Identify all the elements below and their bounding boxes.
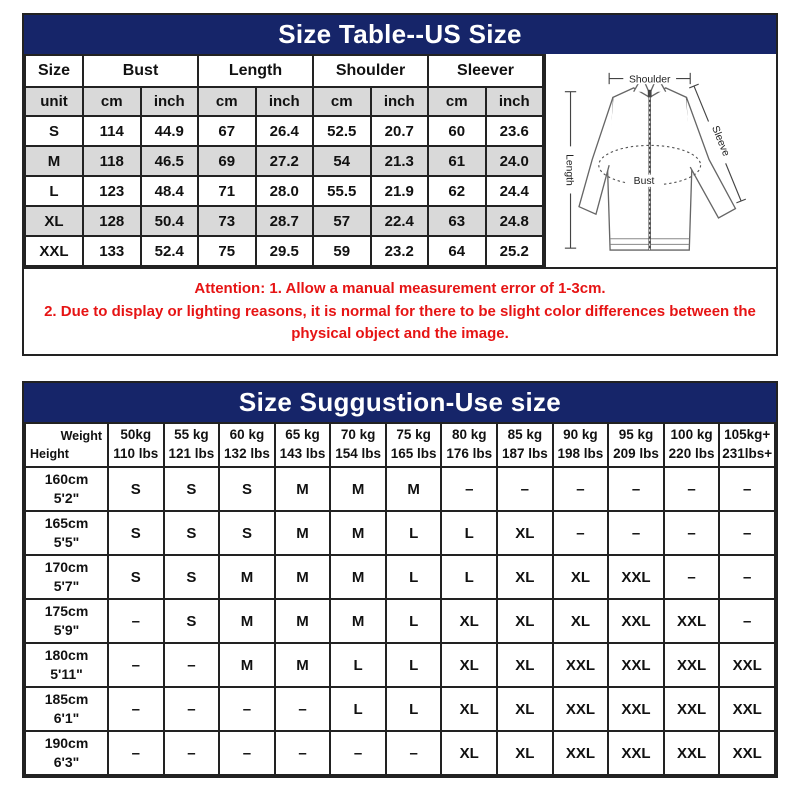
size-recommendation-cell: – (219, 687, 275, 731)
weight-lbs: 231lbs+ (722, 446, 773, 461)
unit-label: inch (486, 87, 544, 116)
size-recommendation-cell: XL (497, 731, 553, 775)
measurement-value: 133 (83, 236, 141, 266)
size-table-header-row (25, 55, 543, 87)
weight-column-header (553, 423, 609, 467)
height-cm: 185cm (44, 691, 89, 708)
size-recommendation-cell: XL (497, 555, 553, 599)
height-ft: 5'9" (53, 622, 80, 638)
size-recommendation-cell: – (164, 643, 220, 687)
size-recommendation-cell: XXL (608, 643, 664, 687)
suggestion-row (25, 555, 775, 599)
size-recommendation-cell: M (330, 511, 386, 555)
size-recommendation-cell: XXL (719, 687, 775, 731)
measurement-value: 69 (198, 146, 256, 176)
measurement-value: 60 (428, 116, 486, 146)
weight-kg: 75 kg (396, 427, 431, 443)
weight-lbs: 132 lbs (224, 446, 270, 461)
size-recommendation-cell: L (386, 555, 442, 599)
weight-column-header (608, 423, 664, 467)
size-recommendation-cell: S (164, 511, 220, 555)
height-label (25, 555, 108, 599)
size-recommendation-cell: M (386, 467, 442, 511)
measurement-value: 59 (313, 236, 371, 266)
size-recommendation-cell: L (386, 687, 442, 731)
size-recommendation-cell: XXL (719, 731, 775, 775)
weight-header-row (25, 423, 775, 467)
measurement-value: 22.4 (371, 206, 429, 236)
weight-lbs: 110 lbs (113, 446, 159, 461)
measurement-value: 21.9 (371, 176, 429, 206)
size-recommendation-cell: – (275, 731, 331, 775)
size-recommendation-cell: XXL (664, 643, 720, 687)
size-label: M (25, 146, 83, 176)
size-recommendation-cell: XXL (553, 687, 609, 731)
measurement-value: 73 (198, 206, 256, 236)
size-recommendation-cell: XXL (608, 687, 664, 731)
size-recommendation-cell: – (108, 687, 164, 731)
size-recommendation-cell: L (386, 511, 442, 555)
size-recommendation-cell: S (219, 467, 275, 511)
size-label: S (25, 116, 83, 146)
size-recommendation-cell: XL (441, 731, 497, 775)
weight-lbs: 154 lbs (335, 446, 381, 461)
size-recommendation-cell: XXL (664, 687, 720, 731)
size-recommendation-cell: – (108, 643, 164, 687)
size-recommendation-cell: – (608, 511, 664, 555)
measurement-value: 52.5 (313, 116, 371, 146)
size-recommendation-cell: – (719, 467, 775, 511)
size-recommendation-cell: – (386, 731, 442, 775)
measurement-value: 23.6 (486, 116, 544, 146)
measurement-value: 25.2 (486, 236, 544, 266)
suggestion-row (25, 687, 775, 731)
size-recommendation-cell: XXL (719, 643, 775, 687)
size-recommendation-cell: M (330, 599, 386, 643)
measurement-value: 52.4 (141, 236, 199, 266)
size-recommendation-cell: S (108, 555, 164, 599)
size-recommendation-cell: XL (441, 687, 497, 731)
measurement-value: 55.5 (313, 176, 371, 206)
size-recommendation-cell: S (108, 511, 164, 555)
weight-kg: 100 kg (670, 427, 713, 443)
weight-lbs: 121 lbs (168, 446, 215, 461)
measurement-value: 24.0 (486, 146, 544, 176)
weight-kg: 105kg+ (724, 427, 771, 443)
size-table-column-header: Bust (83, 55, 198, 87)
measurement-value: 54 (313, 146, 371, 176)
unit-label: inch (256, 87, 314, 116)
diagram-shoulder-label: Shoulder (628, 74, 671, 86)
size-table-section (22, 13, 778, 356)
measurement-value: 26.4 (256, 116, 314, 146)
size-recommendation-cell: – (164, 687, 220, 731)
height-cm: 175cm (44, 603, 89, 620)
size-label: XXL (25, 236, 83, 266)
height-label (25, 687, 108, 731)
size-table-column-header: Length (198, 55, 313, 87)
height-cm: 190cm (44, 735, 89, 752)
weight-column-header (164, 423, 220, 467)
size-suggestion-section (22, 381, 778, 778)
size-recommendation-cell: XXL (664, 599, 720, 643)
height-label (25, 599, 108, 643)
measurement-value: 28.7 (256, 206, 314, 236)
weight-column-header (386, 423, 442, 467)
size-label: L (25, 176, 83, 206)
weight-kg: 85 kg (507, 427, 543, 443)
measurement-value: 63 (428, 206, 486, 236)
height-cm: 160cm (44, 471, 89, 488)
size-recommendation-cell: – (275, 687, 331, 731)
size-recommendation-cell: XL (441, 599, 497, 643)
unit-label: cm (313, 87, 371, 116)
size-recommendation-cell: S (164, 599, 220, 643)
size-recommendation-cell: – (219, 731, 275, 775)
measurement-value: 23.2 (371, 236, 429, 266)
size-table-column-header: Sleever (428, 55, 543, 87)
height-label (25, 467, 108, 511)
size-recommendation-cell: XL (553, 555, 609, 599)
size-table-row (25, 206, 543, 236)
unit-header: unit (25, 87, 83, 116)
measurement-value: 27.2 (256, 146, 314, 176)
size-recommendation-cell: – (164, 731, 220, 775)
measurement-value: 61 (428, 146, 486, 176)
weight-lbs: 187 lbs (501, 446, 548, 461)
weight-column-header (497, 423, 553, 467)
measurement-value: 71 (198, 176, 256, 206)
suggestion-row (25, 467, 775, 511)
unit-label: inch (141, 87, 199, 116)
suggestion-row (25, 731, 775, 775)
weight-lbs: 209 lbs (613, 446, 659, 461)
measurement-value: 123 (83, 176, 141, 206)
size-recommendation-cell: – (664, 511, 720, 555)
height-ft: 5'2" (53, 490, 80, 506)
height-ft: 5'7" (53, 578, 80, 594)
weight-lbs: 143 lbs (279, 446, 326, 461)
size-suggestion-table (24, 422, 776, 776)
diagram-sleeve-label: Sleeve (709, 124, 732, 158)
measurement-value: 50.4 (141, 206, 199, 236)
weight-kg: 80 kg (451, 427, 487, 443)
size-table-row (25, 176, 543, 206)
measurement-value: 128 (83, 206, 141, 236)
size-recommendation-cell: XXL (608, 731, 664, 775)
size-recommendation-cell: XXL (608, 599, 664, 643)
size-recommendation-cell: M (219, 643, 275, 687)
weight-kg: 95 kg (618, 427, 654, 443)
height-cm: 165cm (44, 515, 89, 532)
size-recommendation-cell: – (664, 467, 720, 511)
size-recommendation-cell: L (386, 643, 442, 687)
size-table-unit-row (25, 87, 543, 116)
weight-kg: 60 kg (229, 427, 265, 443)
measurement-value: 44.9 (141, 116, 199, 146)
attention-line: Attention: 1. Allow a manual measurement error of 1-3cm. (194, 280, 606, 297)
size-recommendation-cell: M (219, 599, 275, 643)
size-table-row (25, 116, 543, 146)
height-ft: 6'3" (53, 754, 80, 770)
size-table-title: Size Table--US Size (24, 15, 776, 54)
weight-height-corner-cell (25, 423, 108, 467)
size-recommendation-cell: L (441, 555, 497, 599)
weight-kg: 65 kg (285, 427, 320, 443)
unit-label: cm (83, 87, 141, 116)
size-label: XL (25, 206, 83, 236)
garment-measurement-diagram (544, 54, 776, 267)
attention-line: physical object and the image. (291, 325, 509, 342)
size-recommendation-cell: – (553, 511, 609, 555)
size-recommendation-cell: – (664, 555, 720, 599)
size-table-column-header: Size (25, 55, 83, 87)
weight-column-header (441, 423, 497, 467)
height-label (25, 731, 108, 775)
size-recommendation-cell: M (275, 511, 331, 555)
measurement-value: 57 (313, 206, 371, 236)
size-recommendation-cell: XL (497, 643, 553, 687)
suggestion-row (25, 643, 775, 687)
weight-column-header (330, 423, 386, 467)
weight-column-header (719, 423, 775, 467)
size-suggestion-title: Size Suggustion-Use size (24, 383, 776, 422)
measurement-value: 114 (83, 116, 141, 146)
size-recommendation-cell: XXL (608, 555, 664, 599)
height-ft: 6'1" (53, 710, 80, 726)
jacket-diagram-svg (546, 54, 776, 267)
unit-label: cm (198, 87, 256, 116)
weight-lbs: 220 lbs (668, 446, 715, 461)
size-recommendation-cell: – (108, 731, 164, 775)
weight-lbs: 176 lbs (446, 446, 493, 461)
size-recommendation-cell: XXL (664, 731, 720, 775)
weight-kg: 50kg (120, 427, 152, 443)
size-recommendation-cell: – (108, 599, 164, 643)
zipper-pull (648, 90, 652, 98)
height-ft: 5'5" (53, 534, 80, 550)
weight-column-header (664, 423, 720, 467)
measurement-value: 64 (428, 236, 486, 266)
size-recommendation-cell: M (275, 467, 331, 511)
measurement-value: 20.7 (371, 116, 429, 146)
corner-height-label: Height (30, 446, 69, 461)
size-recommendation-cell: M (330, 467, 386, 511)
measurement-value: 67 (198, 116, 256, 146)
attention-note (24, 267, 776, 354)
measurement-value: 29.5 (256, 236, 314, 266)
size-recommendation-cell: M (219, 555, 275, 599)
size-recommendation-cell: S (164, 467, 220, 511)
measurement-value: 118 (83, 146, 141, 176)
size-recommendation-cell: – (719, 555, 775, 599)
height-ft: 5'11" (50, 666, 83, 682)
diagram-bust-label: Bust (633, 176, 655, 188)
weight-column-header (219, 423, 275, 467)
size-recommendation-cell: XXL (553, 643, 609, 687)
weight-column-header (108, 423, 164, 467)
size-recommendation-cell: S (164, 555, 220, 599)
size-recommendation-cell: – (553, 467, 609, 511)
height-cm: 180cm (44, 647, 89, 664)
height-label (25, 643, 108, 687)
size-recommendation-cell: L (386, 599, 442, 643)
size-recommendation-cell: XL (497, 599, 553, 643)
height-label (25, 511, 108, 555)
diagram-length-label: Length (563, 154, 575, 186)
measurement-value: 48.4 (141, 176, 199, 206)
size-recommendation-cell: M (275, 599, 331, 643)
weight-kg: 55 kg (174, 427, 209, 443)
suggestion-row (25, 599, 775, 643)
size-table-body (24, 54, 776, 267)
size-recommendation-cell: L (330, 687, 386, 731)
measurement-value: 46.5 (141, 146, 199, 176)
size-recommendation-cell: XL (497, 687, 553, 731)
attention-line: 2. Due to display or lighting reasons, it is normal for there to be slight color differences between the (44, 302, 756, 320)
weight-lbs: 165 lbs (390, 446, 437, 461)
size-recommendation-cell: L (441, 511, 497, 555)
weight-lbs: 198 lbs (557, 446, 604, 461)
size-table (24, 54, 544, 267)
size-recommendation-cell: – (719, 599, 775, 643)
unit-label: cm (428, 87, 486, 116)
size-recommendation-cell: S (108, 467, 164, 511)
size-recommendation-cell: S (219, 511, 275, 555)
size-recommendation-cell: – (497, 467, 553, 511)
weight-kg: 70 kg (340, 427, 376, 443)
size-recommendation-cell: XL (497, 511, 553, 555)
height-cm: 170cm (44, 559, 89, 576)
size-table-row (25, 146, 543, 176)
suggestion-row (25, 511, 775, 555)
size-recommendation-cell: M (275, 643, 331, 687)
measurement-value: 28.0 (256, 176, 314, 206)
size-recommendation-cell: – (330, 731, 386, 775)
size-recommendation-cell: L (330, 643, 386, 687)
weight-column-header (275, 423, 331, 467)
size-recommendation-cell: M (275, 555, 331, 599)
weight-kg: 90 kg (563, 427, 598, 443)
size-recommendation-cell: XXL (553, 731, 609, 775)
size-recommendation-cell: – (608, 467, 664, 511)
size-recommendation-cell: – (719, 511, 775, 555)
size-recommendation-cell: M (330, 555, 386, 599)
unit-label: inch (371, 87, 429, 116)
measurement-value: 24.8 (486, 206, 544, 236)
size-recommendation-cell: – (441, 467, 497, 511)
size-recommendation-cell: XL (441, 643, 497, 687)
measurement-value: 24.4 (486, 176, 544, 206)
measurement-value: 62 (428, 176, 486, 206)
measurement-value: 21.3 (371, 146, 429, 176)
measurement-value: 75 (198, 236, 256, 266)
size-table-column-header: Shoulder (313, 55, 428, 87)
size-recommendation-cell: XL (553, 599, 609, 643)
size-table-row (25, 236, 543, 266)
corner-weight-label: Weight (60, 429, 102, 443)
